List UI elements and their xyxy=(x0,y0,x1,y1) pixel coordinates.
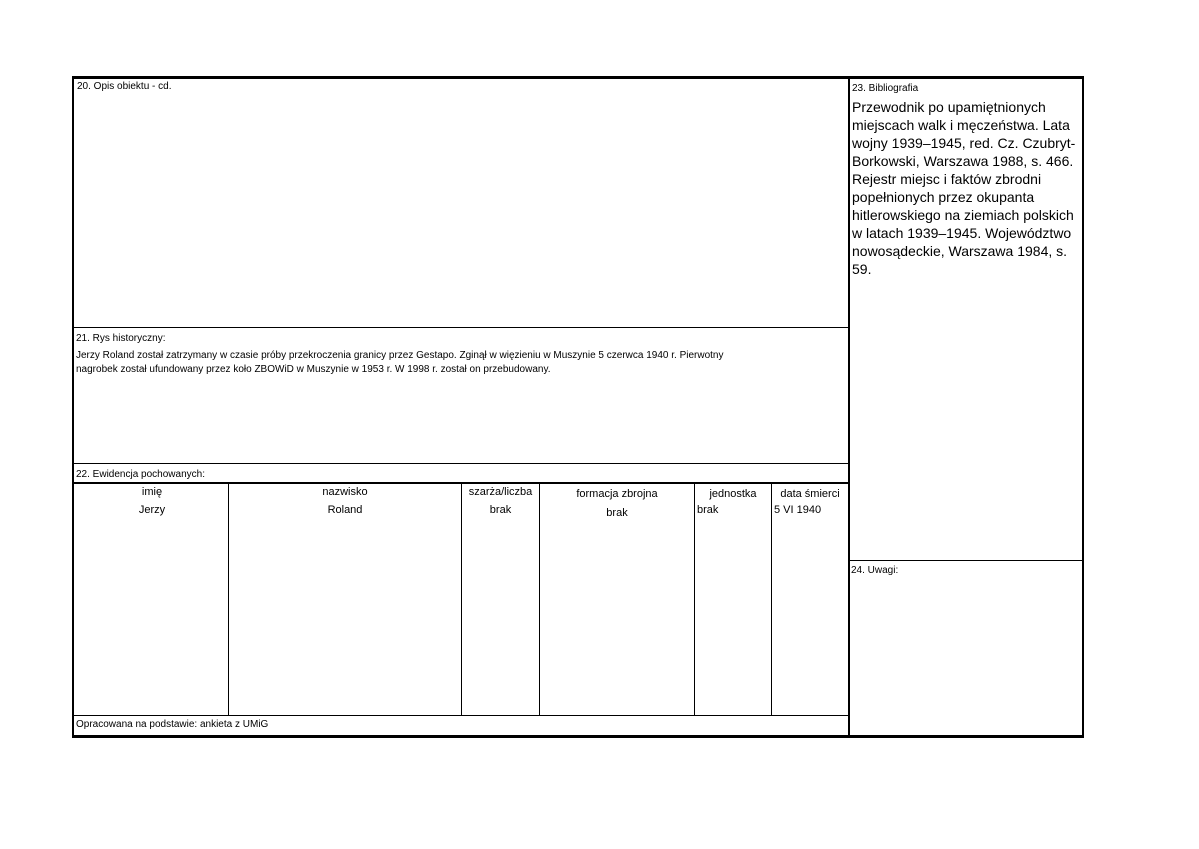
col-header-last-name: nazwisko xyxy=(322,486,368,498)
bibliography-text xyxy=(852,98,1080,278)
divider-table-source xyxy=(74,715,849,716)
section-24-label: 24. Uwagi: xyxy=(851,565,899,576)
section-23-label: 23. Bibliografia xyxy=(852,83,919,94)
cell-formation: brak xyxy=(606,507,628,519)
section-22-label: 22. Ewidencja pochowanych: xyxy=(76,469,205,480)
cell-unit: brak xyxy=(697,504,719,516)
table-col-line xyxy=(771,483,772,715)
bibliography-line: wojny 1939–1945, red. Cz. Czubryt- xyxy=(852,135,1076,151)
cell-last-name: Roland xyxy=(327,504,363,516)
bibliography-line: nowosądeckie, Warszawa 1984, s. xyxy=(852,243,1068,259)
divider-23-24 xyxy=(849,560,1082,561)
source-note: Opracowana na podstawie: ankieta z UMiG xyxy=(76,719,269,730)
bibliography-line: Borkowski, Warszawa 1988, s. 466. xyxy=(852,153,1074,169)
table-col-line xyxy=(461,483,462,715)
cell-first-name: Jerzy xyxy=(138,504,166,516)
section-21-label: 21. Rys historyczny: xyxy=(76,333,166,344)
history-text-line-1: Jerzy Roland został zatrzymany w czasie próby przekroczenia granicy przez Gestapo. Zginął w więzieniu w Muszynie 5 czerwca 1940 r. Pierwotny xyxy=(76,350,724,361)
table-col-line xyxy=(694,483,695,715)
bibliography-line: 59. xyxy=(852,261,872,277)
cell-death-date: 5 VI 1940 xyxy=(774,504,822,516)
bibliography-line: popełnionych przez okupanta xyxy=(852,189,1035,205)
bibliography-line: w latach 1939–1945. Województwo xyxy=(852,225,1072,241)
col-header-death-date: data śmierci xyxy=(780,488,840,500)
col-header-rank: szarża/liczba xyxy=(468,486,533,498)
col-header-first-name: imię xyxy=(141,486,163,498)
history-text-line-2: nagrobek został ufundowany przez koło ZBOWiD w Muszynie w 1953 r. W 1998 r. został on przebudowany. xyxy=(76,364,551,375)
bibliography-line: hitlerowskiego na ziemiach polskich xyxy=(852,207,1074,223)
bibliography-line: Rejestr miejsc i faktów zbrodni xyxy=(852,171,1042,187)
col-header-unit: jednostka xyxy=(709,488,757,500)
cell-rank: brak xyxy=(489,504,512,516)
section-20-label: 20. Opis obiektu - cd. xyxy=(77,81,172,92)
divider-21-22 xyxy=(74,463,849,464)
bibliography-line: Przewodnik po upamiętnionych xyxy=(852,99,1046,115)
column-divider xyxy=(848,78,850,735)
col-header-formation: formacja zbrojna xyxy=(576,488,658,500)
table-col-line xyxy=(228,483,229,715)
bibliography-line: miejscach walk i męczeństwa. Lata xyxy=(852,117,1070,133)
divider-20-21 xyxy=(74,327,849,328)
